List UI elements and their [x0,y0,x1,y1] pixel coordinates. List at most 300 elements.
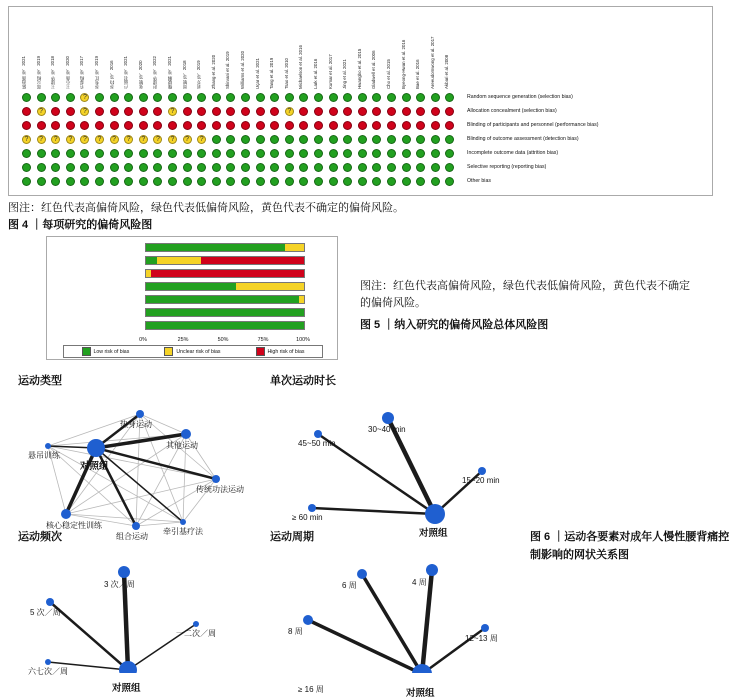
summary-axis-tick: 25% [177,337,189,343]
network-node-label: 悬吊训练 [28,451,60,460]
figure4-title: 图 4 ｜每项研究的偏倚风险图 [8,219,153,231]
rob-judgement-green [329,149,338,158]
rob-judgement-green [183,93,192,102]
rob-judgement-yellow [124,135,133,144]
rob-judgement-green [226,135,235,144]
rob-judgement-green [314,149,323,158]
rob-study-label: Zhang et al. 2020 [210,54,216,89]
rob-judgement-green [153,163,162,172]
rob-judgement-green [197,177,206,186]
rob-judgement-green [431,177,440,186]
rob-study-label: Akbari et al. 2008 [444,54,450,89]
network-session-duration [270,372,520,537]
summary-bar [145,269,305,278]
rob-judgement-green [110,93,119,102]
rob-judgement-green [445,163,454,172]
rob-judgement-green [212,135,221,144]
rob-judgement-green [139,177,148,186]
rob-judgement-red [80,121,89,130]
rob-judgement-green [270,149,279,158]
rob-judgement-yellow [80,107,89,116]
network-node-label: 5 次／周 [30,608,61,617]
network-node [303,615,313,625]
rob-judgement-green [256,93,265,102]
rob-judgement-green [241,93,250,102]
rob-judgement-green [416,177,425,186]
legend-item [164,347,220,356]
rob-judgement-green [343,149,352,158]
legend-item [82,347,130,356]
network-node-label: 12~13 周 [465,634,498,643]
network-node [181,429,191,439]
rob-judgement-green [285,135,294,144]
rob-judgement-green [314,163,323,172]
rob-judgement-red [51,121,60,130]
rob-judgement-green [51,93,60,102]
rob-study-label: Cho et al. 2015 [386,59,391,89]
rob-judgement-green [416,93,425,102]
rob-judgement-green [197,163,206,172]
rob-study-label: 李秀红 等，2019 [94,56,99,89]
network-node-label: ≥ 60 min [292,513,323,522]
rob-judgement-red [372,107,381,116]
rob-study-label: 赵建华 等，2022 [152,56,158,89]
rob-judgement-green [139,163,148,172]
network-node-label: 4 周 [412,578,427,587]
rob-judgement-green [241,135,250,144]
rob-judgement-green [402,93,411,102]
network-node-label: 核心稳定性训练 [46,521,102,530]
rob-domain-label: Other bias [467,178,491,184]
rob-judgement-green [299,149,308,158]
rob-judgement-green [299,93,308,102]
rob-judgement-red [226,107,235,116]
rob-judgement-red [387,121,396,130]
network-title: 运动频次 [18,531,62,543]
rob-judgement-red [212,107,221,116]
rob-judgement-green [329,177,338,186]
rob-judgement-yellow [95,135,104,144]
network-node-label: 对照组 [112,683,141,694]
rob-judgement-green [212,149,221,158]
rob-judgement-green [153,93,162,102]
rob-judgement-red [197,107,206,116]
rob-study-label: 卢丽君 等，2021 [123,56,129,89]
rob-judgement-green [110,177,119,186]
rob-judgement-green [299,163,308,172]
figure4-note: 图注：红色代表高偏倚风险，绿色代表低偏倚风险，黄色代表不确定的偏倚风险。 [8,202,404,214]
rob-judgement-green [168,177,177,186]
rob-study-label: Lark et al. 2016 [313,58,318,89]
rob-judgement-green [416,163,425,172]
network-node [314,430,322,438]
rob-judgement-green [226,177,235,186]
summary-bar-segment [146,257,157,264]
network-node-label: 六七次／周 [28,667,68,676]
summary-axis-tick: 100% [296,337,310,343]
summary-bar-segment [285,244,304,251]
rob-study-label: Uçar et al. 2021 [254,58,260,89]
rob-judgement-green [329,163,338,172]
rob-judgement-green [80,163,89,172]
rob-judgement-green [299,177,308,186]
summary-bar [145,295,305,304]
legend-swatch [256,347,265,356]
network-node-label: 30~40 min [368,425,406,434]
rob-judgement-red [51,107,60,116]
network-node [45,443,51,449]
summary-bar-segment [146,283,236,290]
summary-bar-segment [157,257,201,264]
rob-study-label: Tang et al. 2019 [269,57,275,89]
rob-judgement-green [153,177,162,186]
rob-judgement-red [270,121,279,130]
rob-judgement-green [37,93,46,102]
rob-judgement-red [285,121,294,130]
network-node [45,659,51,665]
rob-study-label: 王小燕 等，2020 [64,56,70,89]
rob-judgement-green [387,177,396,186]
rob-study-label: Kumar et al. 2017 [327,54,333,89]
rob-judgement-red [197,121,206,130]
rob-judgement-red [256,121,265,130]
rob-judgement-green [445,93,454,102]
rob-judgement-green [372,149,381,158]
network-node [481,624,489,632]
rob-judgement-green [314,93,323,102]
rob-judgement-green [37,163,46,172]
rob-judgement-green [51,177,60,186]
legend-label: Unclear risk of bias [176,348,221,355]
rob-judgement-yellow [183,135,192,144]
network-node-label: 3 次／周 [104,580,135,589]
rob-judgement-green [226,149,235,158]
summary-bar [145,256,305,265]
rob-judgement-green [139,149,148,158]
rob-judgement-green [314,177,323,186]
figure6-title: 图 6 ｜运动各要素对成年人慢性腰背痛控制影响的网状关系图 [530,531,730,561]
rob-judgement-red [329,121,338,130]
rob-judgement-red [212,121,221,130]
rob-judgement-green [168,163,177,172]
rob-judgement-green [372,135,381,144]
rob-study-label: 毛春梅 等，2017 [79,56,85,89]
rob-judgement-red [343,121,352,130]
network-edge [136,414,140,526]
rob-judgement-green [95,163,104,172]
rob-study-label: 郑兴梅 等，2019 [35,56,41,89]
rob-judgement-green [431,93,440,102]
rob-judgement-red [445,121,454,130]
rob-domain-label: Random sequence generation (selection bias) [467,94,573,100]
rob-judgement-red [183,107,192,116]
rob-judgement-green [343,163,352,172]
rob-study-label: 李特 等，2016 [108,60,114,89]
rob-judgement-green [153,149,162,158]
rob-judgement-green [124,177,133,186]
rob-judgement-green [212,93,221,102]
rob-judgement-red [431,121,440,130]
network-graph [270,528,520,673]
network-node-label: 对照组 [419,528,448,539]
rob-study-label: Michaelson et al. 2016 [298,45,304,89]
network-node-label: 8 周 [288,627,303,636]
rob-study-label: 魏晓琳 等，2021 [167,56,172,89]
rob-judgement-yellow [168,135,177,144]
network-node [212,475,220,483]
rob-judgement-green [256,163,265,172]
rob-judgement-red [168,121,177,130]
rob-judgement-red [387,107,396,116]
rob-judgement-green [270,93,279,102]
rob-judgement-green [285,149,294,158]
summary-bar-segment [201,257,304,264]
network-title: 运动类型 [18,375,62,387]
network-node [46,598,54,606]
rob-judgement-green [241,163,250,172]
rob-judgement-red [95,121,104,130]
network-node-label: 传统功法运动 [196,485,244,494]
rob-judgement-yellow [197,135,206,144]
network-node [382,412,394,424]
rob-judgement-green [402,163,411,172]
network-node [357,569,367,579]
network-node [87,439,105,457]
rob-judgement-green [95,177,104,186]
rob-judgement-green [285,163,294,172]
rob-study-label: 王建华 等，2018 [50,56,56,89]
rob-judgement-green [66,93,75,102]
rob-judgement-red [153,107,162,116]
rob-judgement-yellow [66,135,75,144]
rob-judgement-green [168,149,177,158]
rob-judgement-red [124,121,133,130]
rob-domain-label: Allocation concealment (selection bias) [467,108,557,114]
rob-judgement-green [285,177,294,186]
rob-judgement-green [66,177,75,186]
rob-judgement-green [80,177,89,186]
network-node-label: 牵引基疗法 [163,527,203,536]
rob-judgement-yellow [110,135,119,144]
rob-judgement-green [197,149,206,158]
figure5-title: 图 5 ｜纳入研究的偏倚风险总体风险图 [360,319,549,331]
rob-judgement-red [329,107,338,116]
rob-judgement-green [270,135,279,144]
rob-judgement-green [212,177,221,186]
rob-judgement-green [431,149,440,158]
rob-judgement-green [183,163,192,172]
rob-judgement-green [387,135,396,144]
rob-judgement-red [416,107,425,116]
network-frequency [18,528,268,694]
rob-judgement-green [226,93,235,102]
rob-judgement-green [358,93,367,102]
summary-bar [145,282,305,291]
network-node [136,410,144,418]
rob-judgement-red [139,121,148,130]
rob-judgement-green [256,177,265,186]
legend-label: High risk of bias [267,348,305,355]
network-node-label: 15~20 min [462,476,500,485]
rob-judgement-green [22,177,31,186]
rob-judgement-yellow [80,135,89,144]
network-edge [312,508,435,514]
rob-judgement-yellow [80,93,89,102]
rob-judgement-green [139,93,148,102]
summary-bar [145,308,305,317]
rob-judgement-green [110,163,119,172]
rob-judgement-green [270,177,279,186]
rob-study-label: Byeong-Hwan et al. 2016 [400,39,406,89]
rob-judgement-red [445,107,454,116]
rob-judgement-green [372,163,381,172]
rob-judgement-green [51,149,60,158]
network-node [180,519,186,525]
rob-judgement-yellow [285,107,294,116]
rob-judgement-red [153,121,162,130]
network-node [425,504,445,524]
rob-domain-label: Selective reporting (reporting bias) [467,164,547,170]
network-node-label: 热身运动 [120,420,152,429]
legend-label: Low risk of bias [93,348,130,355]
rob-judgement-red [110,121,119,130]
rob-study-label: Shirvani et al. 2019 [225,51,231,89]
rob-judgement-green [22,93,31,102]
rob-study-label: Bae et al. 2016 [415,59,421,89]
rob-judgement-green [299,135,308,144]
rob-judgement-red [95,107,104,116]
rob-domain-label: Blinding of outcome assessment (detection bias) [467,136,579,142]
rob-judgement-green [445,177,454,186]
rob-judgement-green [416,135,425,144]
rob-study-label: Williams et al. 2020 [240,50,245,89]
legend-swatch [164,347,173,356]
network-node-label: 对照组 [406,688,435,699]
rob-study-label: 陈海燕 等，2021 [21,56,26,89]
network-period [270,528,520,699]
rob-judgement-green [445,149,454,158]
rob-judgement-green [256,135,265,144]
summary-bar [145,243,305,252]
rob-judgement-red [66,107,75,116]
rob-judgement-green [387,149,396,158]
rob-judgement-green [343,177,352,186]
rob-study-label: Hwangbo et al. 2015 [356,48,362,89]
rob-judgement-red [402,121,411,130]
rob-judgement-green [37,149,46,158]
rob-judgement-green [80,149,89,158]
rob-study-label: Gladwell et al. 2006 [371,50,377,89]
rob-judgement-green [197,93,206,102]
network-node [193,621,199,627]
rob-judgement-green [66,149,75,158]
rob-study-label: 刘芳 等，2019 [196,60,202,89]
rob-judgement-green [431,163,440,172]
legend-swatch [82,347,91,356]
rob-judgement-green [124,149,133,158]
rob-judgement-green [402,135,411,144]
rob-study-label: 周敏 等，2018 [181,60,187,89]
rob-judgement-red [343,107,352,116]
rob-judgement-green [387,163,396,172]
summary-axis-tick: 75% [257,337,269,343]
figure5-note: 图注：红色代表高偏倚风险，绿色代表低偏倚风险，黄色代表不确定的偏倚风险。 [360,280,690,309]
rob-judgement-red [358,121,367,130]
rob-judgement-red [372,121,381,130]
summary-bar-segment [146,309,304,316]
rob-judgement-red [270,107,279,116]
rob-judgement-green [124,93,133,102]
rob-judgement-red [314,121,323,130]
rob-judgement-green [22,163,31,172]
rob-judgement-green [329,93,338,102]
rob-judgement-green [270,163,279,172]
summary-bar-segment [146,322,304,329]
rob-judgement-green [212,163,221,172]
network-node-label: 对照组 [80,461,109,472]
rob-judgement-red [183,121,192,130]
risk-of-bias-summary-chart [46,236,338,360]
rob-judgement-red [139,107,148,116]
rob-judgement-green [372,93,381,102]
rob-judgement-red [402,107,411,116]
rob-judgement-red [22,107,31,116]
rob-judgement-green [358,135,367,144]
summary-axis-tick: 0% [139,337,147,343]
risk-of-bias-panel [8,6,713,196]
rob-judgement-yellow [51,135,60,144]
rob-judgement-green [22,149,31,158]
rob-judgement-red [358,107,367,116]
rob-judgement-green [66,163,75,172]
rob-judgement-yellow [37,135,46,144]
rob-study-label: 张敏 等，2020 [137,60,143,89]
network-node-label: 一二次／周 [176,629,216,638]
rob-judgement-yellow [168,107,177,116]
rob-judgement-green [372,177,381,186]
rob-judgement-yellow [153,135,162,144]
rob-judgement-green [37,177,46,186]
network-node [119,661,137,673]
rob-judgement-green [314,135,323,144]
rob-judgement-green [416,149,425,158]
network-exercise-type [18,372,268,541]
rob-judgement-green [343,135,352,144]
summary-legend [63,345,323,358]
rob-judgement-red [241,107,250,116]
rob-study-label: Areeudomwong et al. 2017 [429,36,435,89]
rob-judgement-green [358,177,367,186]
network-title: 运动周期 [270,531,314,543]
network-node-label: 组合运动 [116,532,148,541]
rob-judgement-red [299,121,308,130]
rob-study-label: Jing et al. 2021 [342,59,348,89]
rob-domain-label: Incomplete outcome data (attrition bias) [467,150,559,156]
rob-study-label: Tsao et al. 2010 [283,58,289,89]
rob-judgement-green [241,177,250,186]
network-node [478,467,486,475]
summary-axis-tick: 50% [217,337,229,343]
rob-judgement-red [110,107,119,116]
rob-judgement-green [183,149,192,158]
network-edge [50,602,128,670]
rob-judgement-red [299,107,308,116]
rob-judgement-green [358,149,367,158]
rob-judgement-red [256,107,265,116]
rob-judgement-yellow [22,135,31,144]
rob-judgement-red [124,107,133,116]
rob-judgement-red [226,121,235,130]
